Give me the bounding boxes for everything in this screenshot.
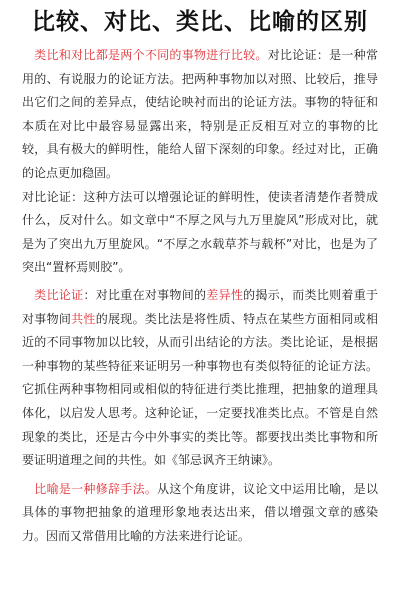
paragraph-text: 从这个角度讲，议论文中运用比喻，是以具体的事物把抽象的道理形象地表达出来，借以增强文章的感染力。因而又常借用比喻的方法来进行论证。 [22,481,378,543]
paragraph-metaphor [22,478,378,549]
highlight-commonality: 共性 [71,311,96,326]
article-title: 比较、对比、类比、比喻的区别 [32,9,368,35]
paragraph-text: 的揭示，而类比则着重于对事物间 [22,287,378,326]
paragraph-text: 的展现。类比法是将性质、特点在某些方面相同或相近的不同事物加以比较，从而引出结论的方法。类比论证，是根据一种事物的某些特征来证明另一种事物也有类似特征的论证方法。它抓住两种事物相同或相似的特征进行类比推理，把抽象的道理具体化，以启发人思考。这种论证，一定要找准类比点。不管是自然现象的类比，还是古今中外事实的类比等。都要找出类比事物和所要证明道理之间的共性。如《邹忌讽齐王纳谏》。 [22,311,378,468]
paragraph-text: ：对比重在对事物间的 [83,287,207,302]
paragraph-analogy [22,284,378,473]
paragraph-text: 对比论证：是一种常用的、有说服力的论证方法。把两种事物加以对照、比较后，推导出它们之间的差异点，使结论映衬而出的论证方法。事物的特征和本质在对比中最容易显露出来，特别是正反相互对立的事物的比较，具有极大的鲜明性，能给人留下深刻的印象。经过对比，正确的论点更加稳固。 [22,48,378,180]
paragraph-contrast-effect [22,186,378,280]
highlight-analogy: 类比论证 [34,287,84,302]
highlight-contrast-analogy: 类比和对比都是两个不同的事物进行比较。 [34,48,268,62]
paragraph-contrast [22,44,378,186]
highlight-difference: 差异性 [206,287,244,302]
highlight-metaphor: 比喻是一种修辞手法。 [34,481,158,496]
paragraph-text: 对比论证：这种方法可以增强论证的鲜明性，使读者清楚作者赞成什么，反对什么。如文章中“不厚之风与九万里旋风”形成对比，就是为了突出九万里旋风。“不厚之水载草芥与载杯”对比，也是为了突出“置杯焉则胶”。 [22,189,378,275]
